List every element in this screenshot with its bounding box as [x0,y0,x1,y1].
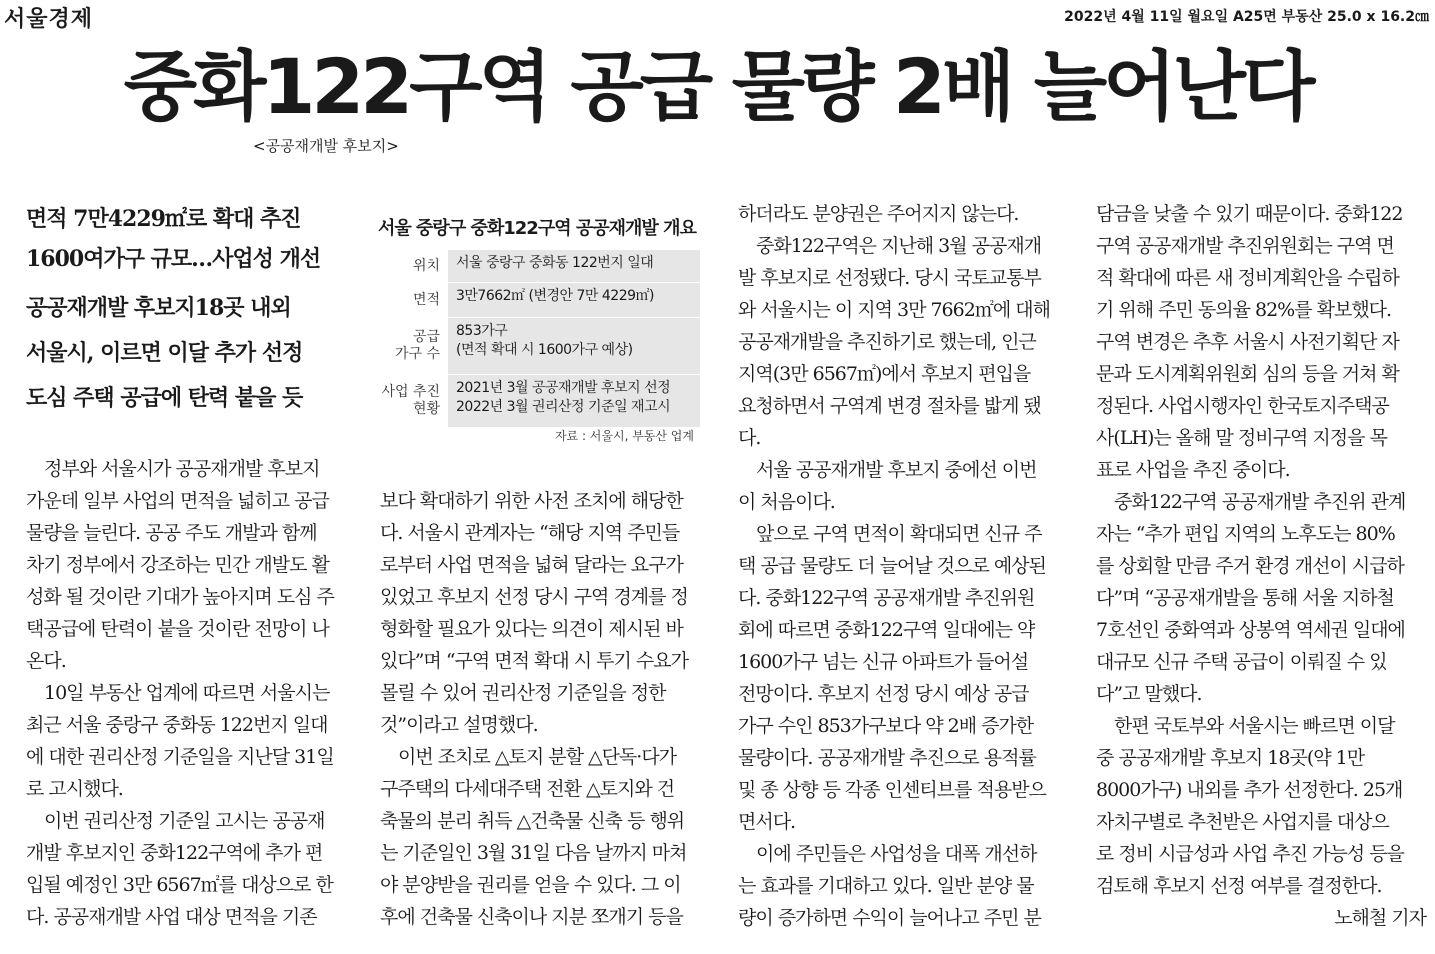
info-value-line: 서울 중랑구 중화동 122번지 일대 [456,255,654,271]
article-line: 발 후보지로 선정됐다. 당시 국토교통부 [738,267,1041,289]
article-column-2 [380,485,710,933]
info-label-line: 사업 추진 [381,384,440,400]
article-line: 1600가구 넘는 신규 아파트가 들어설 [738,651,1029,673]
article-line: 다. 공공재개발 사업 대상 면적을 기존 [26,906,317,928]
byline: 노해철 기자 [1334,907,1426,929]
article-line: 개발 후보지인 중화122구역에 추가 편 [26,842,323,864]
article-line: 후에 건축물 신축이나 지분 쪼개기 등을 [380,906,683,928]
article-line: 있었고 후보지 선정 당시 구역 경계를 정 [380,586,688,608]
headline: 중화122구역 공급 물량 2배 늘어난다 [123,42,1312,131]
info-label-line: 현황 [412,401,440,417]
article-line: 적 확대에 따른 새 정비계획안을 수립하 [1096,267,1399,289]
subhead-2: 1600여가구 규모…사업성 개선 [26,246,321,272]
article-line: 공공재개발을 추진하기로 했는데, 인근 [738,331,1036,353]
article-column-3 [738,198,1068,934]
article-line: 정된다. 사업시행자인 한국토지주택공 [1096,395,1389,417]
article-line: 이번 권리산정 기준일 고시는 공공재 [26,810,325,832]
article-line: 10일 부동산 업계에 따르면 서울시는 [26,682,330,704]
article-line: 회에 따르면 중화122구역 일대에는 약 [738,619,1035,641]
info-row-status [378,375,700,428]
article-line: 가운데 일부 사업의 면적을 넓히고 공급 [26,490,329,512]
article-line: 중 공공재개발 후보지 18곳(약 1만 [1096,747,1365,769]
article-line: 구주택의 다세대주택 전환 △토지와 건 [380,778,675,800]
article-line: 다. [738,427,761,449]
article-line: 전망이다. 후보지 선정 당시 예상 공급 [738,683,1029,705]
article-line: 형화할 필요가 있다는 의견이 제시된 바 [380,618,683,640]
article-line: 담금을 낮출 수 있기 때문이다. 중화122 [1096,203,1403,225]
article-line: 사(LH)는 올해 말 정비구역 지정을 목 [1096,427,1387,449]
info-row-area [378,283,700,318]
article-line: 중화122구역 공공재개발 추진위 관계 [1096,491,1406,513]
article-line: 와 서울시는 이 지역 3만 7662㎡에 대해 [738,299,1050,321]
article-line: 축물의 분리 취득 △건축물 신축 등 행위 [380,810,685,832]
article-line: 있다”며 “구역 면적 확대 시 투기 수요가 [380,650,688,672]
article-line: 보다 확대하기 위한 사전 조치에 해당한 [380,490,683,512]
info-value [448,283,700,317]
article-line: 8000가구) 내외를 추가 선정한다. 25개 [1096,779,1403,801]
article-line: 는 기준일인 3월 31일 다음 날까지 마쳐 [380,842,687,864]
info-label-line: 위치 [412,257,440,274]
article-line: 문과 도시계획위원회 심의 등을 거쳐 확 [1096,363,1399,385]
article-line: 로 정비 시급성과 사업 추진 가능성 등을 [1096,843,1404,865]
info-value-line: (면적 확대 시 1600가구 예상) [456,342,633,358]
article-line: 는 효과를 기대하고 있다. 일반 분양 물 [738,875,1034,897]
article-line: 물량이다. 공공재개발 추진으로 용적률 [738,747,1036,769]
info-label-line: 면적 [412,291,440,308]
article-line: 것”이라고 설명했다. [380,714,538,736]
info-box-source: 자료 : 서울시, 부동산 업계 [554,429,694,443]
article-line: 검토해 후보지 선정 여부를 결정한다. [1096,875,1382,897]
article-line: 온다. [26,650,66,672]
article-line: 구역 변경은 추후 서울시 사전기획단 자 [1096,331,1399,353]
subhead-3: 공공재개발 후보지18곳 내외 [26,295,291,321]
article-line: 대규모 신규 주택 공급이 이뤄질 수 있 [1096,651,1387,673]
article-line: 택 공급 물량도 더 늘어날 것으로 예상된 [738,555,1046,577]
subhead-1: 면적 7만4229㎡로 확대 추진 [26,206,301,232]
newspaper-logo: 서울경제 [4,7,94,32]
article-line: 이번 조치로 △토지 분할 △단독·다가 [380,746,677,768]
article-line: 자치구별로 추천받은 사업지를 대상으 [1096,811,1389,833]
article-line: 로부터 사업 면적을 넓혀 달라는 요구가 [380,554,683,576]
info-value [448,250,700,282]
article-line: 이 처음이다. [738,491,835,513]
subhead-4: 서울시, 이르면 이달 추가 선정 [26,340,303,366]
article-line: 량이 증가하면 수익이 늘어나고 주민 분 [738,907,1041,929]
article-line: 기 위해 주민 동의율 82%를 확보했다. [1096,299,1392,321]
info-label [378,292,448,309]
issue-meta: 2022년 4월 11일 월요일 A25면 부동산 25.0 x 16.2㎝ [1064,9,1429,25]
info-box-title: 서울 중랑구 중화122구역 공공재개발 개요 [378,218,696,239]
article-line: 몰릴 수 있어 권리산정 기준일을 정한 [380,682,666,704]
article-line: 요청하면서 구역계 변경 절차를 밟게 됐 [738,395,1041,417]
article-line: 한편 국토부와 서울시는 빠르면 이달 [1096,715,1395,737]
article-line: 다”고 말했다. [1096,683,1202,705]
article-column-4 [1096,198,1426,934]
article-line: 로 고시했다. [26,778,123,800]
article-line: 및 종 상향 등 각종 인센티브를 적용받으 [738,779,1046,801]
article-line: 구역 공공재개발 추진위원회는 구역 면 [1096,235,1394,257]
info-value [448,318,700,374]
info-value-line: 3만7662㎡ (변경안 7만 4229㎡) [456,288,654,304]
info-label [378,384,448,418]
article-line: 성화 될 것이란 기대가 높아지며 도심 주 [26,586,334,608]
article-line: 다. 서울시 관계자는 “해당 지역 주민들 [380,522,680,544]
info-value-line: 853가구 [456,323,508,339]
article-line: 지역(3만 6567㎡)에서 후보지 편입을 [738,363,1031,385]
article-line: 최근 서울 중랑구 중화동 122번지 일대 [26,714,328,736]
article-line: 앞으로 구역 면적이 확대되면 신규 주 [738,523,1042,545]
subhead-5: 도심 주택 공급에 탄력 붙을 듯 [26,385,303,411]
info-row-location [378,250,700,283]
article-line: 물량을 늘린다. 공공 주도 개발과 함께 [26,522,317,544]
info-label-line: 공급 [412,329,440,345]
article-line: 면서다. [738,811,796,833]
article-line: 차기 정부에서 강조하는 민간 개발도 활 [26,554,329,576]
kicker: <공공재개발 후보지> [253,137,399,155]
info-value-line: 2022년 3월 권리산정 기준일 재고시 [456,399,671,415]
article-line: 야 분양받을 권리를 얻을 수 있다. 그 이 [380,874,681,896]
info-label-line: 가구 수 [394,346,440,362]
article-line: 다. 중화122구역 공공재개발 추진위원 [738,587,1035,609]
info-row-supply [378,318,700,375]
article-line: 서울 공공재개발 후보지 중에선 이번 [738,459,1037,481]
article-line: 중화122구역은 지난해 3월 공공재개 [738,235,1042,257]
article-line: 정부와 서울시가 공공재개발 후보지 [26,458,320,480]
article-line: 하더라도 분양권은 주어지지 않는다. [738,203,1019,225]
info-value [448,375,700,427]
article-column-1 [26,453,356,933]
article-line: 택공급에 탄력이 붙을 것이란 전망이 나 [26,618,329,640]
article-line: 표로 사업을 추진 중이다. [1096,459,1290,481]
article-line: 이에 주민들은 사업성을 대폭 개선하 [738,843,1037,865]
info-label [378,258,448,275]
info-table [378,250,700,428]
article-line: 자는 “추가 편입 지역의 노후도는 80% [1096,523,1395,545]
info-label [378,329,448,363]
article-line: 가구 수인 853가구보다 약 2배 증가한 [738,715,1034,737]
article-line: 다”며 “공공재개발을 통해 서울 지하철 [1096,587,1394,609]
article-line: 7호선인 중화역과 상봉역 역세권 일대에 [1096,619,1405,641]
article-line: 를 상회할 만큼 주거 환경 개선이 시급하 [1096,555,1404,577]
article-line: 에 대한 권리산정 기준일을 지난달 31일 [26,746,334,768]
info-value-line: 2021년 3월 공공재개발 후보지 선정 [456,380,671,396]
article-line: 입될 예정인 3만 6567㎡를 대상으로 한 [26,874,333,896]
